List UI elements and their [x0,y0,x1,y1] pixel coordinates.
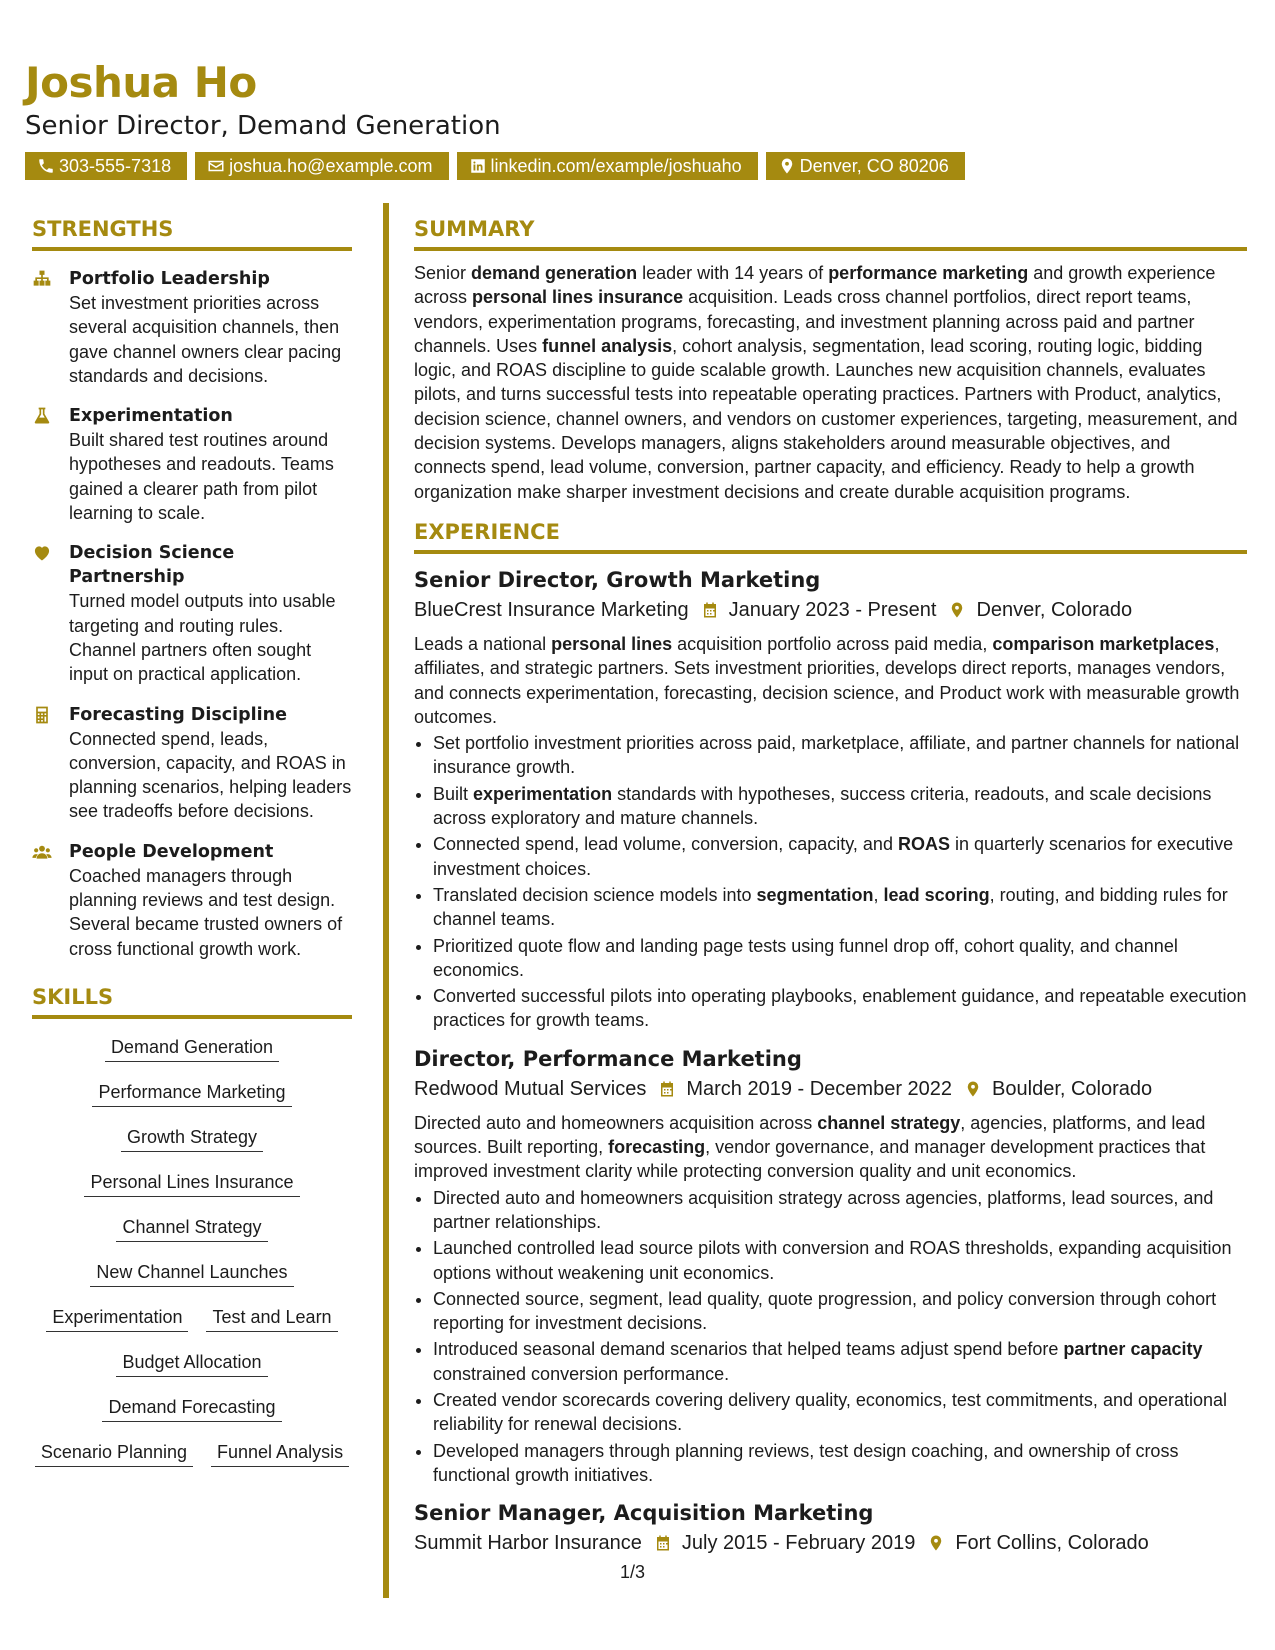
text-segment: and growth experience across [414,263,1216,308]
job-entry [414,566,1247,1033]
experience-list [414,566,1247,1557]
job-entry [414,1045,1247,1487]
strength-desc: Connected spend, leads, conversion, capacity, and ROAS in planning scenarios, helping leaders see tradeoffs before decisions. [69,728,352,822]
map-pin-icon [927,1534,945,1552]
skill-tag: New Channel Launches [90,1260,293,1287]
text-segment: Connected source, segment, lead quality, quote progression, and policy conversion through cohort reporting for investment decisions. [433,1288,1217,1334]
experience-heading: EXPERIENCE [414,520,1247,554]
skill-tag: Test and Learn [206,1305,337,1332]
bold-keyword: segmentation [756,884,874,905]
column-divider [383,203,389,1598]
skill-tag: Channel Strategy [116,1215,267,1242]
text-segment: , [873,884,884,905]
strength-title: Portfolio Leadership [69,269,270,289]
text-segment: Directed auto and homeowners acquisition across [414,1112,818,1133]
bullet-item [433,1236,1247,1285]
text-segment: Developed managers through planning reviews, test design coaching, and ownership of cross functional growth initiatives. [433,1440,1179,1485]
skill-tag: Budget Allocation [116,1350,267,1377]
bullet-item [433,934,1247,983]
bold-keyword: comparison marketplaces [992,633,1215,654]
job-meta [414,1529,1247,1557]
page-indicator: 1/3 [620,1562,646,1582]
bold-keyword: demand generation [471,263,638,283]
contact-location[interactable] [766,152,965,180]
text-segment: Translated decision science models into [433,884,757,905]
job-location: Boulder, Colorado [992,1077,1153,1100]
bullet-item [433,1186,1247,1235]
skill-tag: Growth Strategy [121,1125,263,1152]
text-segment: , routing, and bidding rules for channel teams. [433,884,1228,930]
calculator-icon [32,705,52,725]
strengths-heading: STRENGTHS [32,217,352,251]
strength-desc: Set investment priorities across several acquisition channels, then gave channel owners clear pacing standards and decisions. [69,293,342,386]
job-title: Senior Manager, Acquisition Marketing [414,1501,874,1526]
text-segment: Converted successful pilots into operating playbooks, enablement guidance, and repeatable execution practices for growth teams. [433,986,1247,1031]
job-entry [414,1499,1247,1557]
bullet-item [433,1337,1247,1386]
bold-keyword: performance marketing [828,263,1029,283]
bold-keyword: personal lines insurance [472,287,684,308]
strength-item [32,267,352,388]
heart-icon [32,543,52,563]
text-segment: leader with 14 years of [637,263,829,283]
text-segment: Introduced seasonal demand scenarios that helped teams adjust spend before [433,1339,1064,1360]
text-segment: standards with hypotheses, success criteria, readouts, and scale decisions across exploratory and mature channels. [433,783,1212,829]
text-segment: , affiliates, and strategic partners. Sets investment priorities, develops direct reports, manages vendors, and connects experimentation, forecasting, decision science, and Product work with measurable growth outcomes. [414,633,1240,727]
calendar-icon [658,1080,676,1098]
text-segment: in quarterly scenarios for executive investment choices. [433,834,1234,879]
job-location: Denver, Colorado [976,598,1133,621]
strength-desc: Built shared test routines around hypotheses and readouts. Teams gained a clearer path from pilot learning to scale. [69,430,334,524]
contact-location-text: Denver, CO 80206 [799,155,949,176]
skill-tag: Performance Marketing [92,1080,291,1107]
strength-item [32,404,352,525]
skill-row [46,1305,337,1332]
candidate-title: Senior Director, Demand Generation [25,111,501,141]
bullet-item [433,832,1247,881]
job-title: Senior Director, Growth Marketing [414,567,821,592]
envelope-icon [207,157,225,175]
contact-bar [25,152,965,180]
strengths-list [32,267,352,961]
skill-row [105,1035,279,1062]
text-segment: , vendor governance, and manager development practices that improved investment clarity while protecting conversion quality and unit economics. [414,1137,1206,1182]
text-segment: Leads a national [414,633,552,654]
skill-tag: Funnel Analysis [211,1440,349,1467]
job-bullets [414,1186,1247,1488]
strength-desc: Coached managers through planning reviews and test design. Several became trusted owners of cross functional growth work. [69,865,343,959]
calendar-icon [654,1534,672,1552]
job-meta [414,1075,1247,1103]
text-segment: Directed auto and homeowners acquisition strategy across agencies, platforms, lead sources, and partner relationships. [433,1187,1214,1232]
bullet-item [433,883,1247,932]
contact-email-text: joshua.ho@example.com [229,155,433,176]
strength-title: Decision Science Partnership [69,543,235,588]
map-pin-icon [964,1080,982,1098]
job-description [414,632,1247,729]
bullet-item [433,731,1247,780]
strength-title: Experimentation [69,406,233,427]
skill-row [35,1440,349,1467]
job-bullets [414,731,1247,1033]
bold-keyword: lead scoring [883,884,990,905]
map-pin-icon [778,157,796,175]
skill-tag: Scenario Planning [35,1440,193,1467]
flask-icon [32,406,52,426]
text-segment: , agencies, platforms, and lead sources. Built reporting, [414,1112,1206,1158]
strength-item [32,541,352,686]
text-segment: Senior [414,263,472,283]
bold-keyword: experimentation [473,783,613,804]
phone-icon [37,157,55,175]
skill-row [102,1395,281,1422]
contact-phone[interactable] [25,152,187,180]
strength-title: People Development [69,841,274,862]
bold-keyword: partner capacity [1063,1339,1203,1360]
job-company: BlueCrest Insurance Marketing [414,598,689,621]
contact-linkedin-text: linkedin.com/example/joshuaho [490,155,742,176]
job-title: Director, Performance Marketing [414,1046,802,1071]
contact-phone-text: 303-555-7318 [59,155,172,176]
bold-keyword: forecasting [608,1137,706,1158]
job-dates: July 2015 - February 2019 [681,1532,916,1555]
skill-tag: Demand Generation [105,1035,279,1062]
candidate-name: Joshua Ho [25,58,257,107]
skill-tag: Personal Lines Insurance [84,1170,299,1197]
calendar-icon [701,601,719,619]
skills-heading: SKILLS [32,985,352,1019]
text-segment: acquisition portfolio across paid media, [672,633,993,654]
bold-keyword: ROAS [897,834,950,855]
bullet-item [433,782,1247,831]
linkedin-icon [469,157,487,175]
bullet-item [433,1287,1247,1336]
job-description [414,1111,1247,1184]
sitemap-icon [32,269,52,289]
summary-text [414,261,1247,504]
contact-linkedin[interactable] [457,152,758,180]
text-segment: Built [433,783,474,804]
contact-email[interactable] [195,152,448,180]
bullet-item [433,1439,1247,1488]
right-column [414,217,1247,1557]
strength-desc: Turned model outputs into usable targeting and routing rules. Channel partners often sought input on practical application. [69,591,336,685]
bullet-item [433,984,1247,1033]
text-segment: Connected spend, lead volume, conversion, capacity, and [433,834,898,855]
skill-row [92,1080,291,1107]
strength-item [32,840,352,961]
text-segment: Launched controlled lead source pilots with conversion and ROAS thresholds, expanding acquisition options without weakening unit economics. [433,1238,1232,1283]
skill-row [116,1350,267,1377]
text-segment: Created vendor scorecards covering delivery quality, economics, test commitments, and operational reliability for renewal decisions. [433,1389,1228,1435]
job-dates: January 2023 - Present [728,598,937,621]
skills-list [32,1035,352,1485]
strength-item [32,703,352,824]
skill-tag: Experimentation [46,1305,188,1332]
left-column [32,217,352,1485]
text-segment: Set portfolio investment priorities across paid, marketplace, affiliate, and partner channels for national insurance growth. [433,733,1240,778]
bold-keyword: personal lines [551,633,673,654]
text-segment: , cohort analysis, segmentation, lead scoring, routing logic, bidding logic, and ROAS discipline to guide scalable growth. Launches new acquisition channels, evaluates pilots, and turns successful tests into repeatable operating practices. Partners with Product, analytics, decision science, channel owners, and vendors on customer experiences, targeting, measurement, and decision systems. Develops managers, aligns stakeholders around measurable objectives, and connects spend, lead volume, conversion, partner capacity, and efficiency. Ready to help a growth organization make sharper investment decisions and create durable acquisition programs. [414,335,1238,502]
text-segment: constrained conversion performance. [433,1363,730,1384]
map-pin-icon [948,601,966,619]
skill-row [84,1170,299,1197]
summary-heading: SUMMARY [414,217,1247,251]
skill-row [121,1125,263,1152]
text-segment: Prioritized quote flow and landing page tests using funnel drop off, cohort quality, and channel economics. [433,935,1178,980]
text-segment: acquisition. Leads cross channel portfolios, direct report teams, vendors, experimentation programs, forecasting, and investment planning across paid and partner channels. Uses [414,287,1195,356]
job-location: Fort Collins, Colorado [955,1532,1149,1555]
users-icon [32,842,52,862]
job-company: Summit Harbor Insurance [414,1532,642,1555]
skill-row [116,1215,267,1242]
skill-tag: Demand Forecasting [102,1395,281,1422]
skill-row [90,1260,293,1287]
bullet-item [433,1388,1247,1437]
strength-title: Forecasting Discipline [69,704,287,725]
bold-keyword: channel strategy [817,1112,961,1133]
job-dates: March 2019 - December 2022 [686,1077,953,1100]
job-company: Redwood Mutual Services [414,1077,647,1100]
job-meta [414,596,1247,624]
bold-keyword: funnel analysis [542,335,673,356]
